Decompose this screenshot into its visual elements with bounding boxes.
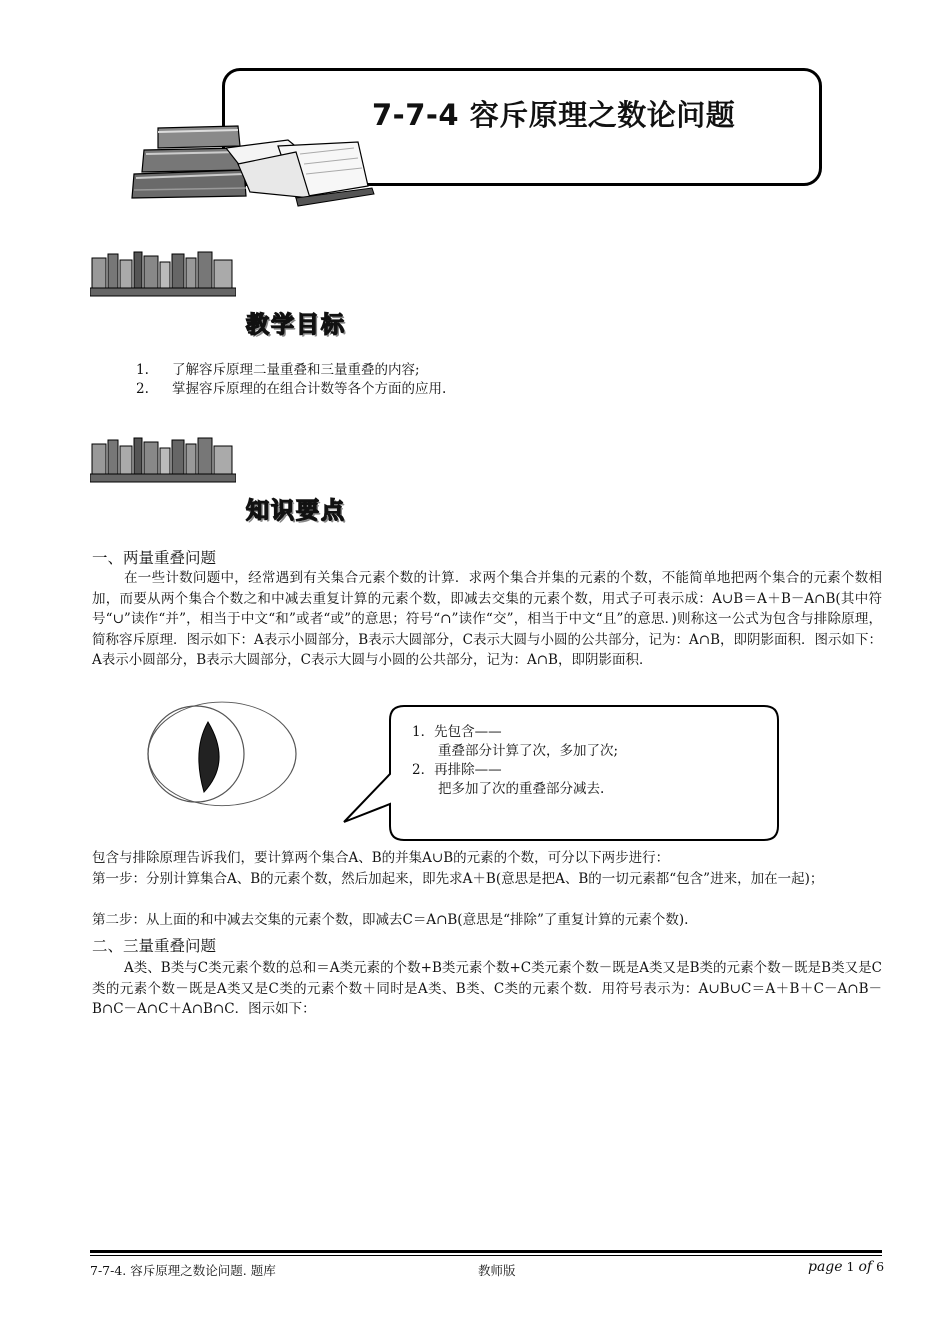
part1-step2 bbox=[92, 910, 882, 931]
goal-text: 掌握容斥原理的在组合计数等各个方面的应用. bbox=[172, 381, 447, 397]
part2-heading: 二、三量重叠问题 bbox=[92, 937, 217, 955]
goal-item bbox=[136, 358, 420, 378]
part1-heading: 一、两量重叠问题 bbox=[92, 549, 217, 567]
page-total: 6 bbox=[876, 1259, 885, 1274]
bubble-line: 2．再排除—— bbox=[412, 762, 502, 778]
part1-step1 bbox=[92, 869, 882, 890]
step2-text: 从上面的和中减去交集的元素个数，即减去C＝A∩B(意思是“排除”了重复计算的元素个数). bbox=[146, 912, 689, 928]
part1-intro: 包含与排除原理告诉我们，要计算两个集合A、B的并集A∪B的元素的个数，可分以下两步进行： bbox=[92, 850, 670, 866]
step2-label: 第二步： bbox=[92, 912, 146, 928]
part2-paragraph: A类、B类与C类元素个数的总和＝A类元素的个数+B类元素个数+C类元素个数－既是A类又是B类的元素个数－既是B类又是C类的元素个数－既是A类又是C类的元素个数＋同时是A类、B类、C类的元素个数．用符号表示为：A∪B∪C＝A＋B＋C－A∩B－B∩C－A∩C＋A∩B∩C．图示如下： bbox=[92, 960, 882, 1017]
bubble-line: 1．先包含—— bbox=[412, 724, 502, 740]
goal-num: 1. bbox=[136, 362, 149, 378]
goals-heading: 教学目标 bbox=[246, 312, 346, 338]
footer-center: 教师版 bbox=[478, 1263, 516, 1278]
of-word: of bbox=[858, 1259, 873, 1275]
bubble-line: 把多加了次的重叠部分减去. bbox=[438, 781, 605, 797]
bubble-line: 重叠部分计算了次，多加了次; bbox=[438, 743, 619, 759]
footer-left: 7-7-4. 容斥原理之数论问题. 题库 bbox=[90, 1263, 276, 1278]
page-title: 7-7-4 容斥原理之数论问题 bbox=[372, 98, 736, 132]
footer-rule-thin bbox=[90, 1255, 882, 1256]
speech-bubble bbox=[338, 700, 784, 848]
page-num: 1 bbox=[846, 1259, 855, 1274]
bookshelf-icon bbox=[90, 250, 236, 298]
page-number bbox=[808, 1259, 884, 1275]
part1-paragraph: 在一些计数问题中，经常遇到有关集合元素个数的计算．求两个集合并集的元素的个数，不能简单地把两个集合的元素个数相加，而要从两个集合个数之和中减去重复计算的元素个数，即减去交集的元素个数，用式子可表示成：A∪B＝A＋B－A∩B(其中符号“∪”读作“并”，相当于中文“和”或者“或”的意思；符号“∩”读作“交”，相当于中文“且”的意思．)则称这一公式为包含与排除原理，简称容斥原理．图示如下：A表示小圆部分，B表示大圆部分，C表示大圆与小圆的公共部分，记为：A∩B，即阴影面积．图示如下：A表示小圆部分，B表示大圆部分，C表示大圆与小圆的公共部分，记为：A∩B，即阴影面积． bbox=[92, 570, 882, 668]
venn-diagram-two bbox=[140, 700, 304, 808]
footer-rule bbox=[90, 1250, 882, 1253]
page-word: page bbox=[808, 1259, 843, 1275]
step1-text: 分别计算集合A、B的元素个数，然后加起来，即先求A＋B(意思是把A、B的一切元素都“包含”进来，加在一起)； bbox=[146, 871, 824, 887]
goal-text: 了解容斥原理二量重叠和三量重叠的内容; bbox=[172, 362, 420, 378]
goal-item bbox=[136, 377, 446, 397]
goal-num: 2. bbox=[136, 381, 149, 397]
step1-label: 第一步： bbox=[92, 871, 146, 887]
bookshelf-icon bbox=[90, 436, 236, 484]
knowledge-heading: 知识要点 bbox=[246, 498, 346, 524]
books-illustration bbox=[128, 118, 380, 210]
